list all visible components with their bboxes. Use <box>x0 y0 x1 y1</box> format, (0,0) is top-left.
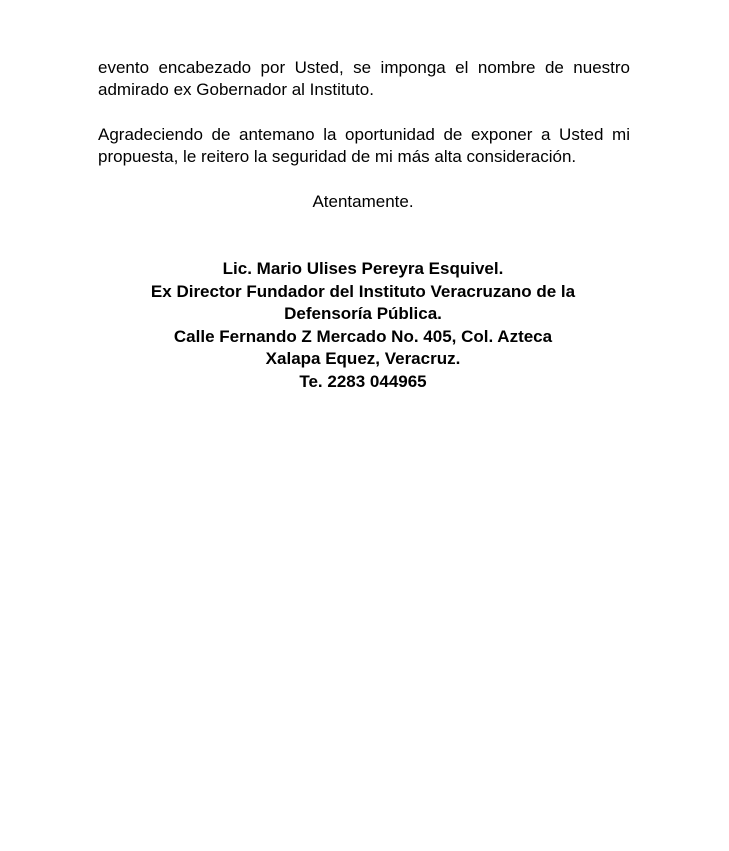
signer-title-continued: Defensoría Pública. <box>284 304 442 323</box>
paragraph-line: admirado ex Gobernador al Instituto. <box>98 80 374 99</box>
signature-block <box>0 258 726 393</box>
signer-name: Lic. Mario Ulises Pereyra Esquivel. <box>222 259 504 278</box>
paragraph-line: Agradeciendo de antemano la oportunidad de exponer a Usted mi <box>98 125 630 144</box>
signer-address: Calle Fernando Z Mercado No. 405, Col. Azteca <box>173 326 553 346</box>
closing-salutation: Atentamente. <box>312 192 414 211</box>
paragraph-line: evento encabezado por Usted, se imponga el nombre de nuestro <box>98 58 630 77</box>
paragraph-line: propuesta, le reitero la seguridad de mi más alta consideración. <box>98 147 577 166</box>
signer-phone: Te. 2283 044965 <box>299 371 427 391</box>
signer-city: Xalapa Equez, Veracruz. <box>265 349 461 368</box>
paragraph-request <box>98 57 630 101</box>
paragraph-gratitude <box>98 124 630 168</box>
signer-title: Ex Director Fundador del Instituto Veracruzano de la <box>150 281 576 301</box>
